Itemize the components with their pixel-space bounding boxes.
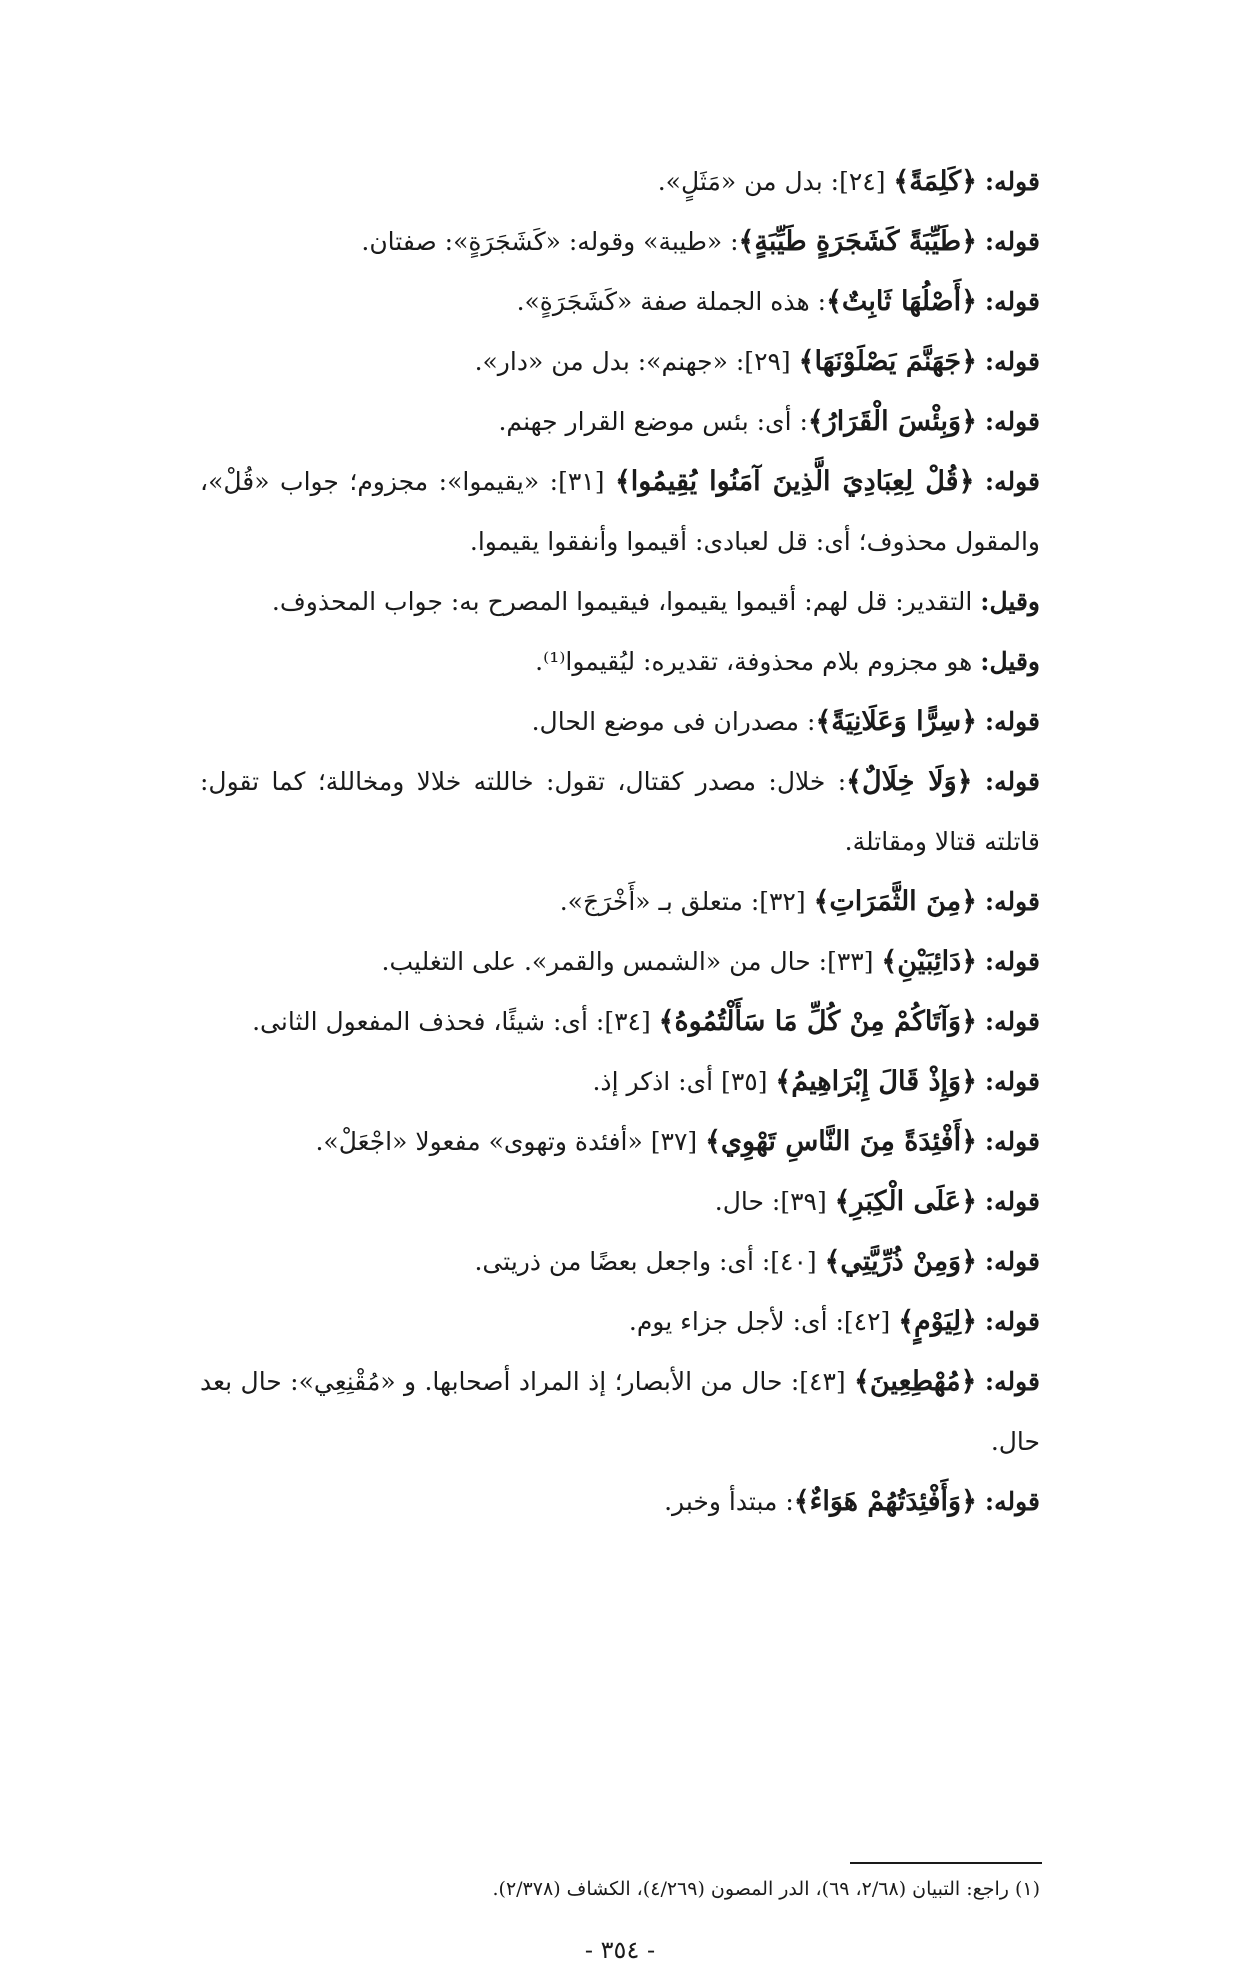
entry-head: قوله: [984, 887, 1040, 916]
quran-quote: ﴿أَصْلُهَا ثَابِتٌ﴾ [826, 286, 977, 317]
entry-8 [200, 632, 1040, 692]
entry-head: قوله: [984, 1007, 1040, 1036]
quran-quote: ﴿أَفْئِدَةً مِنَ النَّاسِ تَهْوِي﴾ [705, 1126, 977, 1157]
entry-12 [200, 932, 1040, 992]
quran-quote: ﴿لِيَوْمٍ﴾ [898, 1306, 977, 1337]
entry-head: قوله: [984, 227, 1040, 256]
quran-quote: ﴿طَيِّبَةً كَشَجَرَةٍ طَيِّبَةٍ﴾ [738, 226, 977, 257]
quran-quote: ﴿وَمِنْ ذُرِّيَّتِي﴾ [824, 1246, 977, 1277]
entry-16 [200, 1172, 1040, 1232]
footnote: (١) راجع: التبيان (٢/٦٨، ٦٩)، الدر المصون (٤/٢٦٩)، الكشاف (٢/٣٧٨). [492, 1878, 1040, 1900]
entry-text: [٣٥] أى: اذكر إذ. [592, 1067, 776, 1096]
quran-quote: ﴿وَإِذْ قَالَ إِبْرَاهِيمُ﴾ [775, 1066, 977, 1097]
entry-19 [200, 1352, 1040, 1472]
quran-quote: ﴿مُهْطِعِينَ﴾ [854, 1366, 977, 1397]
quran-quote: ﴿دَائِبَيْنِ﴾ [881, 946, 977, 977]
quran-quote: ﴿جَهَنَّمَ يَصْلَوْنَهَا﴾ [798, 346, 977, 377]
entry-head: قوله: [984, 1247, 1040, 1276]
entry-6 [200, 452, 1040, 572]
entry-head: وقيل: [980, 647, 1040, 676]
entry-head: قوله: [984, 1187, 1040, 1216]
entry-text: : خلال: مصدر كقتال، تقول: خاللته خلالا ومخاللة؛ كما تقول: قاتلته قتالا ومقاتلة. [200, 767, 1040, 856]
entry-4 [200, 332, 1040, 392]
entry-head: قوله: [984, 1487, 1040, 1516]
entry-text: [٣٣]: حال من «الشمس والقمر». على التغليب. [381, 947, 882, 976]
entry-text: [٣٧] «أفئدة وتهوى» مفعولا «اجْعَلْ». [315, 1127, 706, 1156]
footnote-divider [850, 1862, 1042, 1864]
entry-5 [200, 392, 1040, 452]
page-number: - ٣٥٤ - [584, 1936, 656, 1964]
entry-text: : «طيبة» وقوله: «كَشَجَرَةٍ»: صفتان. [361, 227, 739, 256]
entry-11 [200, 872, 1040, 932]
main-text [200, 152, 1040, 1532]
entry-head: قوله: [984, 1127, 1040, 1156]
entry-text: التقدير: قل لهم: أقيموا يقيموا، فيقيموا المصرح به: جواب المحذوف. [271, 587, 981, 616]
entry-18 [200, 1292, 1040, 1352]
entry-head: قوله: [984, 947, 1040, 976]
entry-head: قوله: [984, 407, 1040, 436]
quran-quote: ﴿وَأَفْئِدَتُهُمْ هَوَاءٌ﴾ [793, 1486, 977, 1517]
entry-3 [200, 272, 1040, 332]
entry-head: قوله: [984, 1307, 1040, 1336]
entry-15 [200, 1112, 1040, 1172]
quran-quote: ﴿قُلْ لِعِبَادِيَ الَّذِينَ آمَنُوا يُقِيمُوا﴾ [614, 466, 975, 497]
quran-quote: ﴿مِنَ الثَّمَرَاتِ﴾ [813, 886, 977, 917]
entry-text: [٢٤]: بدل من «مَثَلٍ». [657, 167, 894, 196]
entry-text: [٤٢]: أى: لأجل جزاء يوم. [628, 1307, 899, 1336]
quran-quote: ﴿وَآتَاكُمْ مِنْ كُلِّ مَا سَأَلْتُمُوهُ﴾ [658, 1006, 977, 1037]
entry-text: : هذه الجملة صفة «كَشَجَرَةٍ». [516, 287, 827, 316]
entry-head: قوله: [984, 1067, 1040, 1096]
quran-quote: ﴿عَلَى الْكِبَرِ﴾ [834, 1186, 977, 1217]
entry-text: [٣٩]: حال. [714, 1187, 835, 1216]
entry-text: [٢٩]: «جهنم»: بدل من «دار». [474, 347, 799, 376]
entry-text: [٤٠]: أى: واجعل بعضًا من ذريتى. [474, 1247, 825, 1276]
entry-head: قوله: [984, 347, 1040, 376]
entry-10 [200, 752, 1040, 872]
entry-20 [200, 1472, 1040, 1532]
entry-text: [٣١]: «يقيموا»: مجزوم؛ جواب «قُلْ»، والمقول محذوف؛ أى: قل لعبادى: أقيموا وأنفقوا يقيموا. [200, 467, 1040, 556]
entry-2 [200, 212, 1040, 272]
entry-14 [200, 1052, 1040, 1112]
entry-17 [200, 1232, 1040, 1292]
quran-quote: ﴿سِرًّا وَعَلَانِيَةً﴾ [815, 706, 977, 737]
entry-head: قوله: [984, 287, 1040, 316]
entry-text: : مبتدأ وخبر. [664, 1487, 794, 1516]
quran-quote: ﴿وَلَا خِلَالٌ﴾ [846, 766, 973, 797]
quran-quote: ﴿وَبِئْسَ الْقَرَارُ﴾ [807, 406, 977, 437]
entry-head: قوله: [984, 707, 1040, 736]
entry-text: : مصدران فى موضع الحال. [531, 707, 816, 736]
entry-head: قوله: [984, 467, 1041, 496]
entry-text: [٣٤]: أى: شيئًا، فحذف المفعول الثانى. [252, 1007, 659, 1036]
entry-head: قوله: [984, 767, 1040, 796]
entry-text: [٤٣]: حال من الأبصار؛ إذ المراد أصحابها. و «مُقْنِعِي»: حال بعد حال. [200, 1367, 1040, 1456]
entry-head: قوله: [984, 167, 1040, 196]
entry-head: قوله: [984, 1367, 1040, 1396]
entry-text: : أى: بئس موضع القرار جهنم. [498, 407, 808, 436]
entry-9 [200, 692, 1040, 752]
entry-text: [٣٢]: متعلق بـ «أَخْرَجَ». [559, 887, 814, 916]
entry-13 [200, 992, 1040, 1052]
entry-7 [200, 572, 1040, 632]
quran-quote: ﴿كَلِمَةً﴾ [893, 166, 977, 197]
entry-head: وقيل: [980, 587, 1040, 616]
entry-1 [200, 152, 1040, 212]
entry-text: هو مجزوم بلام محذوفة، تقديره: ليُقيموا⁽¹⁾. [535, 647, 981, 676]
